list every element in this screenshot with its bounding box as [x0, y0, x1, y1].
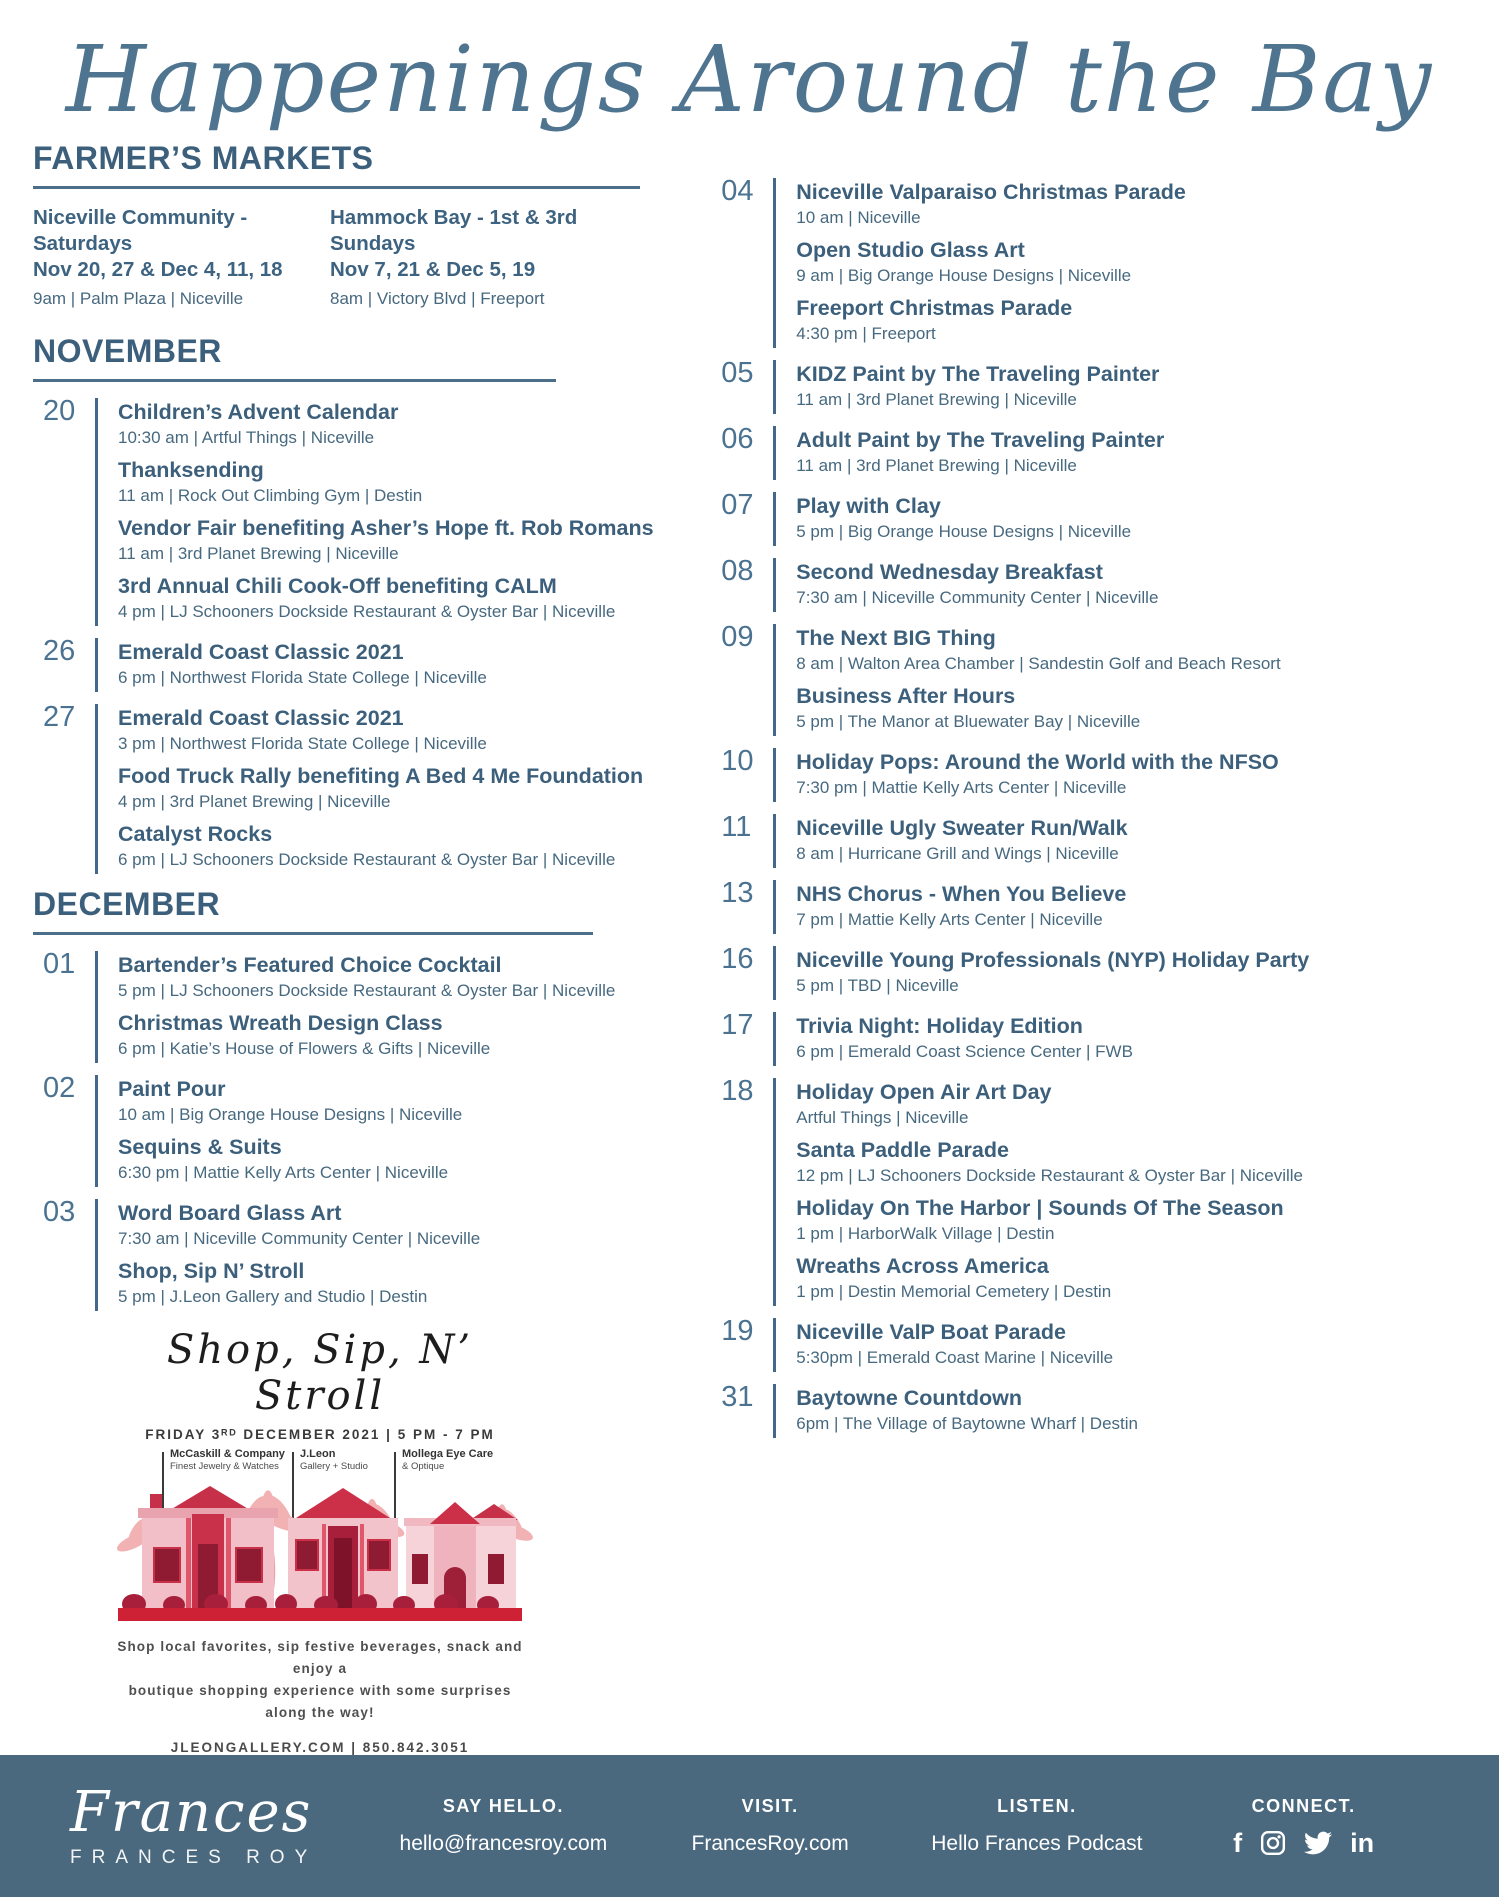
event-title: Wreaths Across America [796, 1254, 1049, 1278]
instagram-icon[interactable] [1260, 1830, 1286, 1856]
event-details: 4 pm | LJ Schooners Dockside Restaurant & Oyster Bar | Niceville [118, 602, 616, 621]
december-section [33, 886, 656, 1311]
event-details: 10 am | Big Orange House Designs | Niceville [118, 1105, 463, 1124]
footer-connect [1170, 1796, 1437, 1857]
footer-say-hello [370, 1796, 637, 1856]
event-title: Word Board Glass Art [118, 1201, 342, 1225]
farmers-markets-heading: FARMER’S MARKETS [33, 140, 374, 176]
say-hello-label: SAY HELLO. [442, 1796, 564, 1816]
day-group [711, 621, 1499, 736]
day-group [711, 811, 1499, 868]
event-title: Emerald Coast Classic 2021 [118, 640, 404, 664]
event-item [118, 516, 656, 564]
website-link[interactable]: FrancesRoy.com [691, 1832, 849, 1855]
event-item [796, 296, 1499, 344]
flyer-illustration [120, 1446, 520, 1624]
event-details: 1 pm | Destin Memorial Cemetery | Destin [796, 1282, 1112, 1301]
day-events [773, 426, 1499, 480]
event-details: 6:30 pm | Mattie Kelly Arts Center | Niceville [118, 1163, 449, 1182]
tagline-line: Shop local favorites, sip festive beverages, snack and enjoy a [117, 1639, 523, 1676]
day-number: 13 [721, 877, 754, 909]
event-item [796, 626, 1499, 674]
event-item [118, 822, 656, 870]
event-item [118, 1077, 656, 1125]
event-item [796, 362, 1499, 410]
december-days [33, 948, 656, 1311]
linkedin-icon[interactable]: in [1350, 1827, 1375, 1858]
event-title: Adult Paint by The Traveling Painter [796, 428, 1165, 452]
markets-list [33, 205, 656, 309]
market-item [33, 205, 330, 309]
event-title: Freeport Christmas Parade [796, 296, 1073, 320]
day-number: 18 [721, 1075, 754, 1107]
event-item [796, 882, 1499, 930]
day-group [33, 1072, 656, 1187]
section-divider [33, 932, 593, 935]
event-title: Food Truck Rally benefiting A Bed 4 Me Foundation [118, 764, 644, 788]
event-details: 7:30 am | Niceville Community Center | Niceville [118, 1229, 481, 1248]
market-dates: Nov 7, 21 & Dec 5, 19 [330, 258, 536, 281]
day-group [711, 1075, 1499, 1306]
logo-wordmark: FRANCES ROY [70, 1847, 318, 1868]
event-title: Bartender’s Featured Choice Cocktail [118, 953, 502, 977]
event-title: Catalyst Rocks [118, 822, 273, 846]
day-events [773, 1078, 1499, 1306]
event-details: 11 am | 3rd Planet Brewing | Niceville [796, 390, 1077, 409]
event-details: 3 pm | Northwest Florida State College | Niceville [118, 734, 487, 753]
event-details: 1 pm | HarborWalk Village | Destin [796, 1224, 1055, 1243]
event-item [796, 1320, 1499, 1368]
day-events [773, 360, 1499, 414]
event-details: 5:30pm | Emerald Coast Marine | Niceville [796, 1348, 1114, 1367]
event-title: Open Studio Glass Art [796, 238, 1025, 262]
event-title: Holiday On The Harbor | Sounds Of The Season [796, 1196, 1284, 1220]
event-details: 6 pm | Northwest Florida State College | Niceville [118, 668, 487, 687]
day-events [773, 1384, 1499, 1438]
flyer-title: Shop, Sip, N’ Stroll [166, 1327, 474, 1419]
event-details: Artful Things | Niceville [796, 1108, 969, 1127]
day-number: 10 [721, 745, 754, 777]
december-heading: DECEMBER [33, 886, 221, 922]
day-events [773, 748, 1499, 802]
event-title: Niceville ValP Boat Parade [796, 1320, 1066, 1344]
day-number: 11 [721, 811, 752, 843]
event-item [118, 458, 656, 506]
event-title: Play with Clay [796, 494, 941, 518]
event-details: 6pm | The Village of Baytowne Wharf | Destin [796, 1414, 1138, 1433]
event-details: 4:30 pm | Freeport [796, 324, 936, 343]
frances-roy-logo [70, 1780, 370, 1869]
day-events [773, 1012, 1499, 1066]
day-events [95, 1199, 656, 1311]
event-details: 5 pm | LJ Schooners Dockside Restaurant & Oyster Bar | Niceville [118, 981, 616, 1000]
event-details: 5 pm | Big Orange House Designs | Niceville [796, 522, 1132, 541]
flyer-contact: JLEONGALLERY.COM | 850.842.3051 [170, 1740, 470, 1755]
day-number: 06 [721, 423, 754, 455]
day-events [773, 946, 1499, 1000]
event-title: Children’s Advent Calendar [118, 400, 399, 424]
event-title: KIDZ Paint by The Traveling Painter [796, 362, 1160, 386]
building-label [300, 1448, 368, 1472]
event-details: 6 pm | Katie’s House of Flowers & Gifts | Niceville [118, 1039, 491, 1058]
event-title: Christmas Wreath Design Class [118, 1011, 443, 1035]
day-events [95, 1075, 656, 1187]
visit-label: VISIT. [741, 1796, 799, 1816]
event-details: 4 pm | 3rd Planet Brewing | Niceville [118, 792, 391, 811]
day-events [95, 638, 656, 692]
event-item [118, 574, 656, 622]
footer-visit [637, 1796, 904, 1856]
event-item [118, 1011, 656, 1059]
day-group [711, 489, 1499, 546]
day-group [33, 635, 656, 692]
event-item [796, 750, 1499, 798]
market-name: Hammock Bay - 1st & 3rd Sundays [330, 206, 578, 255]
day-group [33, 1196, 656, 1311]
event-item [118, 1135, 656, 1183]
day-number: 01 [43, 948, 76, 980]
event-item [118, 640, 656, 688]
footer [0, 1755, 1499, 1897]
day-number: 20 [43, 395, 76, 427]
november-days [33, 395, 656, 874]
day-number: 07 [721, 489, 754, 521]
event-item [796, 684, 1499, 732]
event-details: 6 pm | Emerald Coast Science Center | FWB [796, 1042, 1133, 1061]
day-group [33, 948, 656, 1063]
event-item [796, 948, 1499, 996]
market-name: Niceville Community - Saturdays [33, 206, 248, 255]
day-events [773, 1318, 1499, 1372]
event-item [796, 428, 1499, 476]
day-number: 05 [721, 357, 754, 389]
day-number: 03 [43, 1196, 76, 1228]
day-group [711, 175, 1499, 348]
event-item [118, 1201, 656, 1249]
event-item [118, 953, 656, 1001]
event-title: Business After Hours [796, 684, 1016, 708]
november-heading: NOVEMBER [33, 333, 222, 369]
event-item [796, 238, 1499, 286]
day-number: 31 [721, 1381, 754, 1413]
day-events [773, 178, 1499, 348]
right-column [711, 140, 1499, 1755]
day-number: 27 [43, 701, 76, 733]
building-subtitle: Finest Jewelry & Watches [170, 1461, 279, 1472]
day-group [711, 1381, 1499, 1438]
event-details: 9 am | Big Orange House Designs | Niceville [796, 266, 1132, 285]
listen-label: LISTEN. [997, 1796, 1077, 1816]
event-item [118, 400, 656, 448]
day-events [773, 624, 1499, 736]
building-name: McCaskill & Company [170, 1448, 285, 1460]
event-item [796, 180, 1499, 228]
november-section [33, 333, 656, 874]
event-title: Paint Pour [118, 1077, 226, 1101]
event-details: 5 pm | J.Leon Gallery and Studio | Destin [118, 1287, 428, 1306]
market-dates: Nov 20, 27 & Dec 4, 11, 18 [33, 258, 283, 281]
event-item [118, 706, 656, 754]
event-title: Niceville Ugly Sweater Run/Walk [796, 816, 1128, 840]
podcast-link[interactable]: Hello Frances Podcast [931, 1832, 1143, 1855]
event-title: Baytowne Countdown [796, 1386, 1022, 1410]
day-events [95, 951, 656, 1063]
event-item [796, 1254, 1499, 1302]
storefronts-illustration [120, 1472, 520, 1622]
event-item [796, 494, 1499, 542]
event-item [796, 1386, 1499, 1434]
event-item [118, 1259, 656, 1307]
farmers-markets-section [33, 140, 656, 309]
event-details: 11 am | 3rd Planet Brewing | Niceville [796, 456, 1077, 475]
connect-label: CONNECT. [1251, 1795, 1356, 1816]
event-details: 8 am | Hurricane Grill and Wings | Niceville [796, 844, 1119, 863]
building-subtitle: & Optique [402, 1461, 445, 1472]
event-item [796, 560, 1499, 608]
logo-signature: Frances [70, 1780, 313, 1845]
building-name: Mollega Eye Care [402, 1448, 494, 1460]
day-group [711, 943, 1499, 1000]
day-events [95, 704, 656, 874]
day-group [711, 1009, 1499, 1066]
day-number: 02 [43, 1072, 76, 1104]
event-title: Trivia Night: Holiday Edition [796, 1014, 1083, 1038]
tagline-line: boutique shopping experience with some surprises along the way! [128, 1683, 512, 1720]
day-group [711, 877, 1499, 934]
event-item [796, 1080, 1499, 1128]
day-number: 04 [721, 175, 754, 207]
event-details: 5 pm | TBD | Niceville [796, 976, 959, 995]
event-title: Shop, Sip N’ Stroll [118, 1259, 305, 1283]
event-details: 5 pm | The Manor at Bluewater Bay | Niceville [796, 712, 1141, 731]
page-title: Happenings Around the Bay [65, 26, 1434, 133]
left-column [33, 140, 656, 1755]
day-number: 26 [43, 635, 76, 667]
event-details: 7:30 am | Niceville Community Center | Niceville [796, 588, 1159, 607]
event-item [796, 816, 1499, 864]
event-details: 8 am | Walton Area Chamber | Sandestin Golf and Beach Resort [796, 654, 1281, 673]
event-details: 11 am | Rock Out Climbing Gym | Destin [118, 486, 423, 505]
day-number: 09 [721, 621, 754, 653]
email-link[interactable]: hello@francesroy.com [399, 1832, 608, 1855]
event-title: Vendor Fair benefiting Asher’s Hope ft. Rob Romans [118, 516, 654, 540]
event-details: 10:30 am | Artful Things | Niceville [118, 428, 375, 447]
market-details: 8am | Victory Blvd | Freeport [330, 289, 545, 308]
event-title: Thanksending [118, 458, 264, 482]
facebook-icon[interactable]: f [1233, 1827, 1243, 1858]
event-item [796, 1196, 1499, 1244]
day-number: 08 [721, 555, 754, 587]
event-title: Sequins & Suits [118, 1135, 282, 1159]
twitter-icon[interactable] [1304, 1829, 1332, 1857]
event-item [118, 764, 656, 812]
day-group [711, 357, 1499, 414]
day-group [711, 1315, 1499, 1372]
event-title: 3rd Annual Chili Cook-Off benefiting CALM [118, 574, 557, 598]
section-divider [33, 186, 640, 189]
december-right-days [711, 175, 1499, 1438]
event-title: Holiday Pops: Around the World with the NFSO [796, 750, 1279, 774]
market-details: 9am | Palm Plaza | Niceville [33, 289, 244, 308]
event-title: Niceville Valparaiso Christmas Parade [796, 180, 1186, 204]
event-details: 12 pm | LJ Schooners Dockside Restaurant & Oyster Bar | Niceville [796, 1166, 1303, 1185]
day-events [773, 558, 1499, 612]
day-events [95, 398, 656, 626]
flyer-tagline [115, 1636, 525, 1724]
event-details: 7:30 pm | Mattie Kelly Arts Center | Niceville [796, 778, 1127, 797]
day-number: 16 [721, 943, 754, 975]
event-title: Emerald Coast Classic 2021 [118, 706, 404, 730]
event-details: 7 pm | Mattie Kelly Arts Center | Niceville [796, 910, 1103, 929]
day-events [773, 814, 1499, 868]
event-item [796, 1014, 1499, 1062]
day-events [773, 492, 1499, 546]
masthead [0, 0, 1499, 140]
event-title: Santa Paddle Parade [796, 1138, 1009, 1162]
day-number: 19 [721, 1315, 754, 1347]
building-subtitle: Gallery + Studio [300, 1461, 368, 1472]
footer-listen [904, 1796, 1171, 1856]
building-label [170, 1448, 285, 1472]
shop-sip-stroll-flyer [115, 1327, 525, 1755]
event-title: Holiday Open Air Art Day [796, 1080, 1052, 1104]
day-group [33, 701, 656, 874]
event-details: 10 am | Niceville [796, 208, 921, 227]
event-title: NHS Chorus - When You Believe [796, 882, 1127, 906]
event-details: 11 am | 3rd Planet Brewing | Niceville [118, 544, 399, 563]
event-item [796, 1138, 1499, 1186]
event-title: Niceville Young Professionals (NYP) Holiday Party [796, 948, 1310, 972]
day-number: 17 [721, 1009, 754, 1041]
day-group [711, 555, 1499, 612]
day-events [773, 880, 1499, 934]
building-name: J.Leon [300, 1448, 336, 1460]
day-group [711, 745, 1499, 802]
event-details: 6 pm | LJ Schooners Dockside Restaurant & Oyster Bar | Niceville [118, 850, 616, 869]
event-title: Second Wednesday Breakfast [796, 560, 1103, 584]
day-group [711, 423, 1499, 480]
day-group [33, 395, 656, 626]
section-divider [33, 379, 556, 382]
flyer-date-line: FRIDAY 3ᴿᴰ DECEMBER 2021 | 5 PM - 7 PM [145, 1427, 495, 1442]
social-icons [1170, 1829, 1437, 1857]
event-title: The Next BIG Thing [796, 626, 996, 650]
content-columns [0, 140, 1499, 1755]
market-item [330, 205, 627, 309]
building-label [402, 1448, 493, 1472]
